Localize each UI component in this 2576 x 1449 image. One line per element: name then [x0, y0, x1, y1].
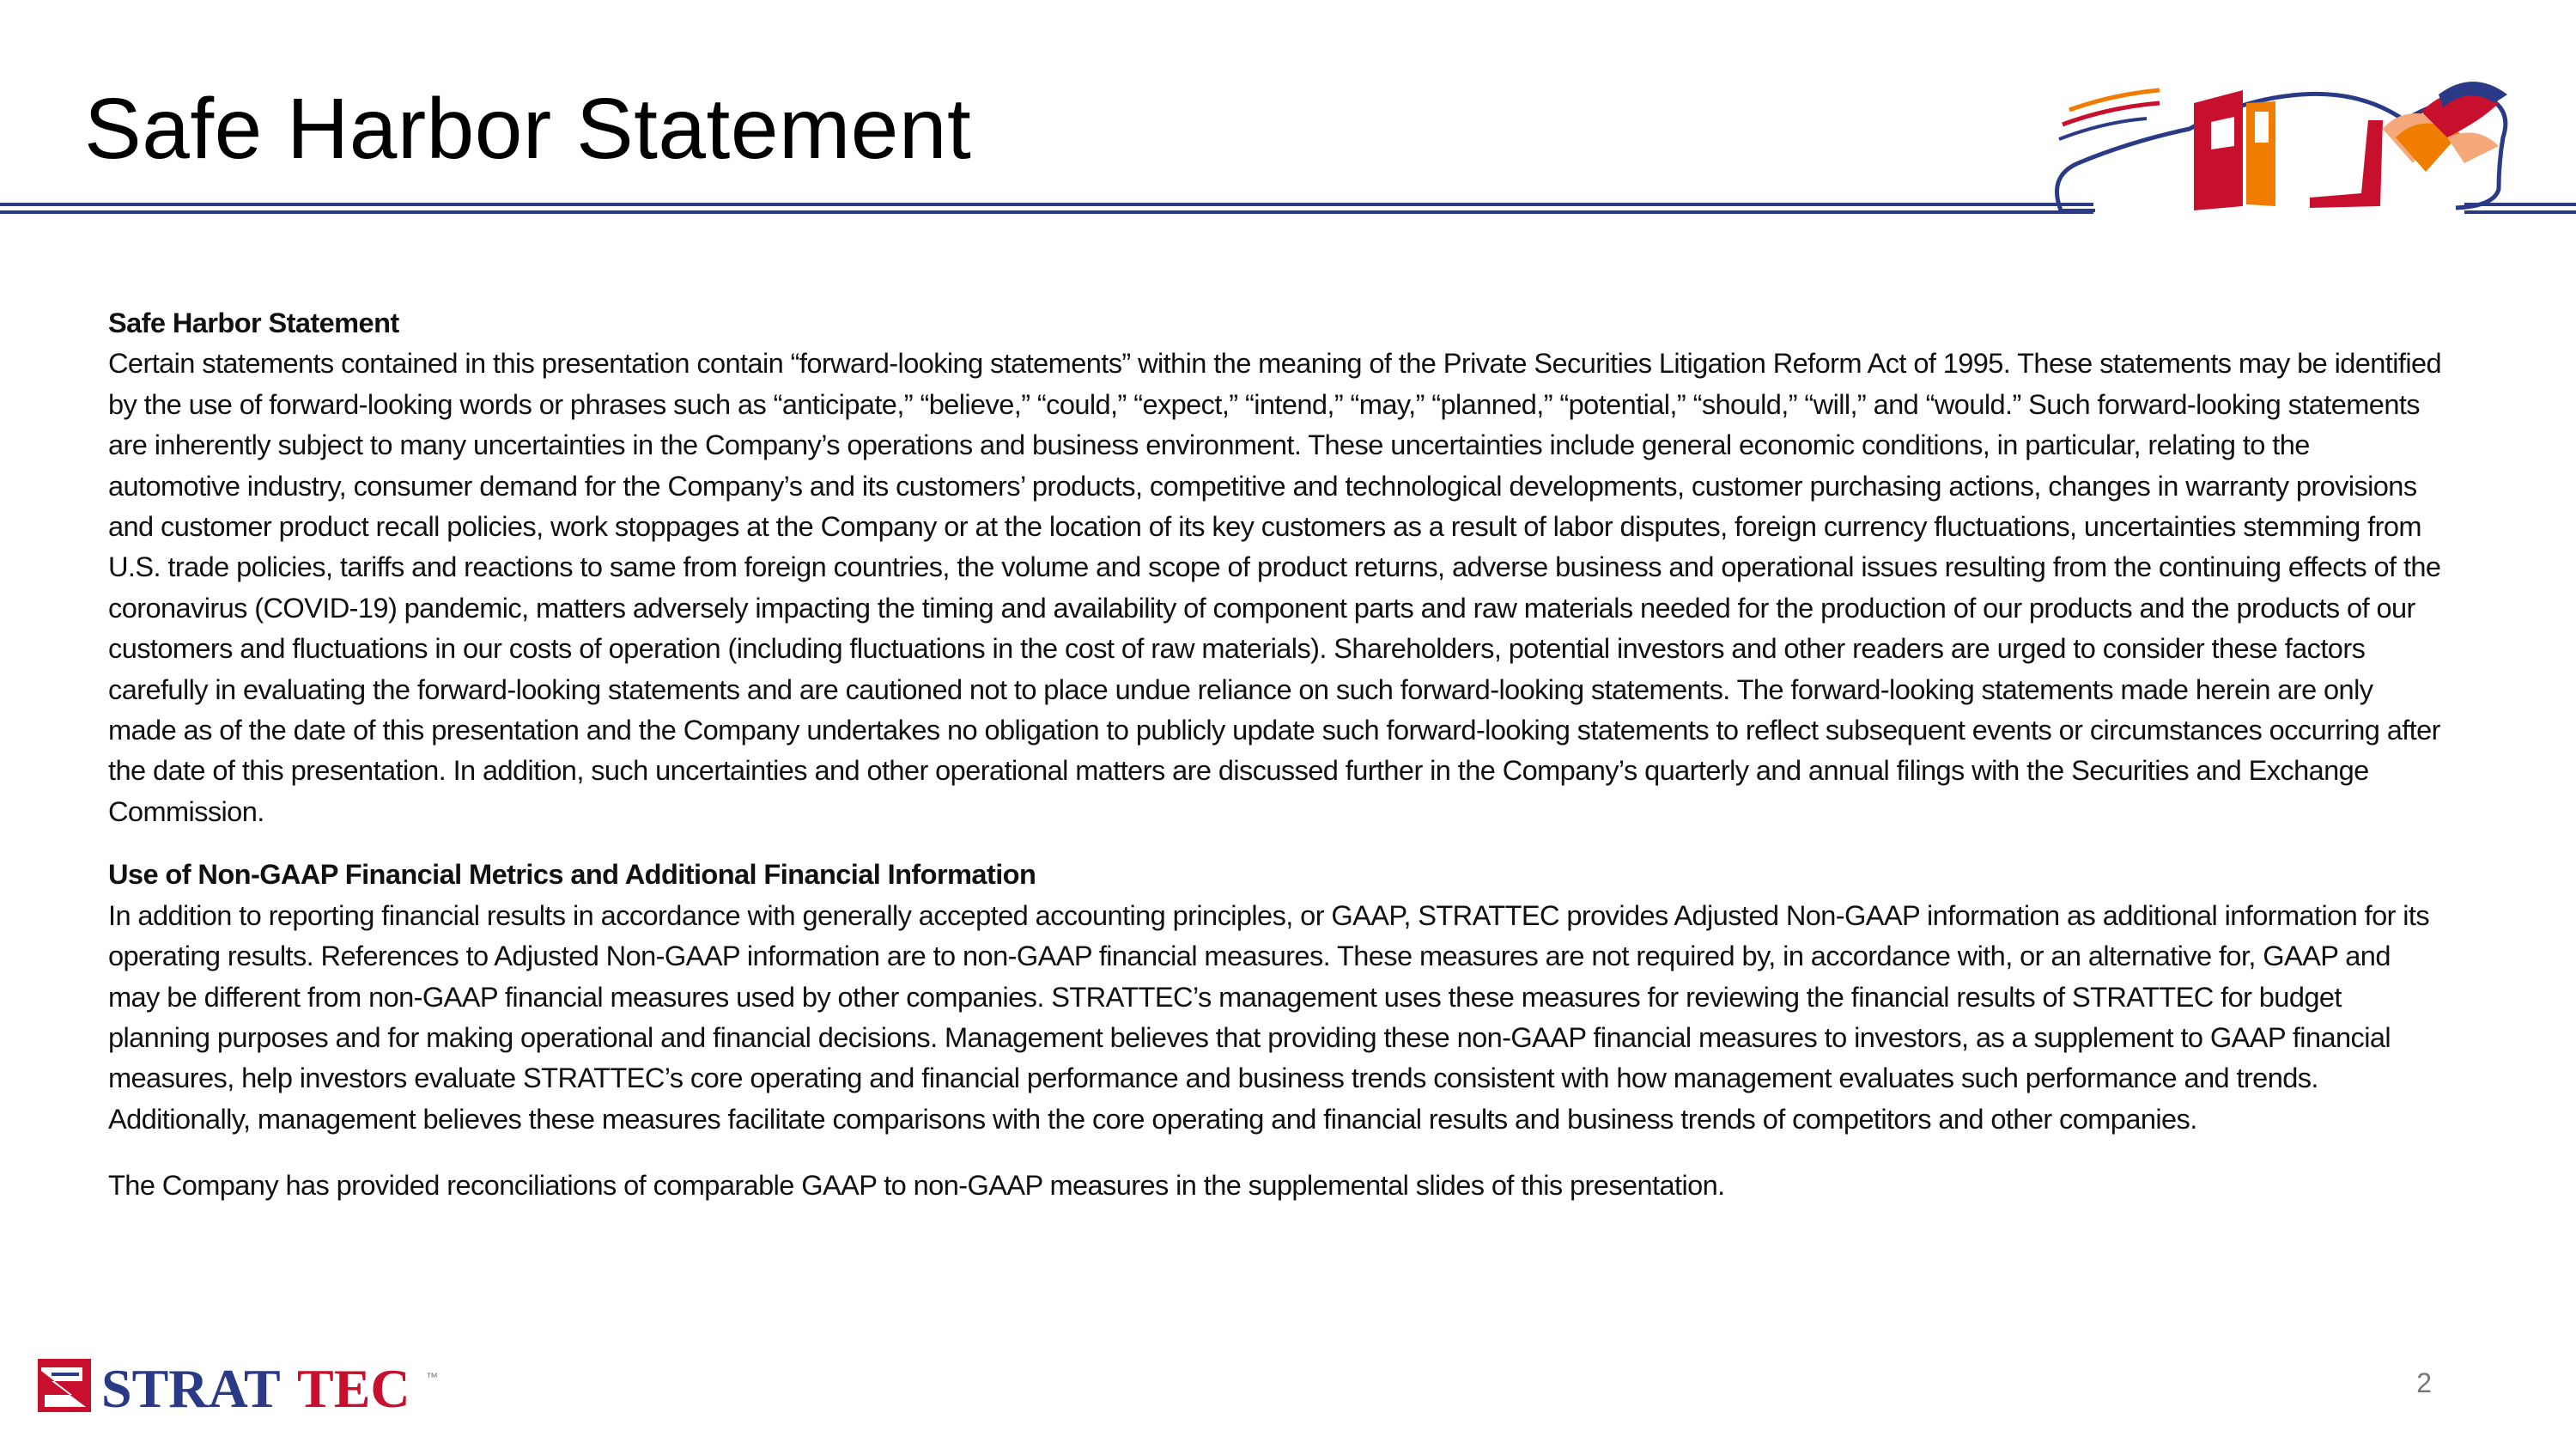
trademark: ™ — [426, 1370, 438, 1384]
section-body: Certain statements contained in this presentation contain “forward-looking statements” within the meaning of the Private Securities Litigation Reform Act of 1995. These statements may be identified by the use of forward-looking words or phrases such as “anticipate,” “believe,” “could,” “expect,” “intend,” “may,” “planned,” “potential,” “should,” “will,” and “would.” Such forward-looking statements are inherently subject to many uncertainties in the Company’s operations and business environment. These uncertainties include general economic conditions, in particular, relating to the automotive industry, consumer demand for the Company’s and its customers’ products, competitive and technological developments, customer purchasing actions, changes in warranty provisions and customer product recall policies, work stoppages at the Company or at the location of its key customers as a result of labor disputes, foreign currency fluctuations, uncertainties stemming from U.S. trade policies, tariffs and reactions to same from foreign countries, the volume and scope of product returns, adverse business and operational issues resulting from the continuing effects of the coronavirus (COVID-19) pandemic, matters adversely impacting the timing and availability of component parts and raw materials needed for the production of our products and the products of our customers and fluctuations in our costs of operation (including fluctuations in the cost of raw materials). Shareholders, potential investors and other readers are urged to consider these factors carefully in evaluating the forward-looking statements and are cautioned not to place undue reliance on such forward-looking statements. The forward-looking statements made herein are only made as of the date of this presentation and the Company undertakes no obligation to publicly update such forward-looking statements to reflect subsequent events or circumstances occurring after the date of this presentation. In addition, such uncertainties and other operational matters are discussed further in the Company’s quarterly and annual filings with the Securities and Exchange Commission. — [108, 347, 2442, 827]
page-number: 2 — [2416, 1367, 2432, 1398]
strattec-logo — [34, 1355, 464, 1417]
page-title: Safe Harbor Statement — [84, 81, 972, 177]
reconciliation-note — [108, 1165, 2444, 1205]
section-heading: Use of Non-GAAP Financial Metrics and Additional Financial Information — [108, 858, 1036, 891]
vehicle-graphic-icon — [2044, 60, 2524, 219]
brand-name-part1: STRAT — [101, 1358, 281, 1417]
section-body: The Company has provided reconciliations of comparable GAAP to non-GAAP measures in the supplemental slides of this presentation. — [108, 1169, 1725, 1202]
content-area — [108, 302, 2444, 1206]
section-body: In addition to reporting financial results in accordance with generally accepted accounting principles, or GAAP, STRATTEC provides Adjusted Non-GAAP information as additional information for its operating results. References to Adjusted Non-GAAP information are to non-GAAP financial measures. These measures are not required by, in accordance with, or an alternative for, GAAP and may be different from non-GAAP financial measures used by other companies. STRATTEC’s management uses these measures for reviewing the financial results of STRATTEC for budget planning purposes and for making operational and financial decisions. Management believes that providing these non-GAAP financial measures to investors, as a supplement to GAAP financial measures, help investors evaluate STRATTEC’s core operating and financial performance and business trends consistent with how management evaluates such performance and trends. Additionally, management believes these measures facilitate comparisons with the core operating and financial results and business trends of competitors and other companies. — [108, 898, 2430, 1135]
section-heading: Safe Harbor Statement — [108, 307, 399, 338]
brand-name-part2: TEC — [297, 1358, 410, 1417]
safe-harbor-section — [108, 302, 2444, 831]
non-gaap-section — [108, 854, 2444, 1139]
